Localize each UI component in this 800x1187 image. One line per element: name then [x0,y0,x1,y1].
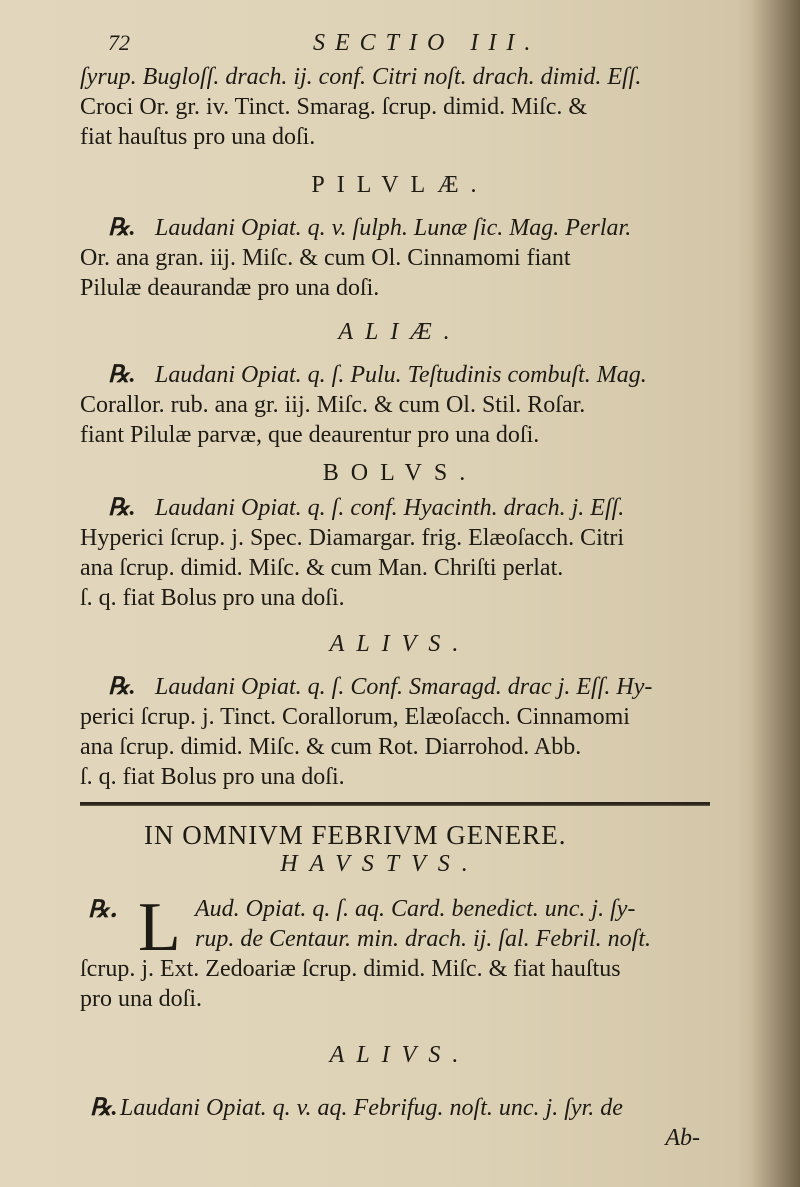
text-line [80,1093,720,1123]
text-line-content: Laudani Opiat. q. v. aq. Febrifug. noſt. unc. j. ſyr. de [120,1095,623,1121]
heading-aliae: ALIÆ. [338,319,462,345]
text-line: ana ſcrup. dimid. Miſc. & cum Rot. Diarrohod. Abb. [80,734,582,760]
section-title-febrium: IN OMNIVM FEBRIVM GENERE. [144,820,567,850]
text-line: perici ſcrup. j. Tinct. Corallorum, Elæoſacch. Cinnamomi [80,704,630,730]
heading-pilulae: PILVLÆ. [311,172,489,198]
recipe-alius [80,672,720,792]
recipe-haustus [80,889,720,966]
heading-bolus: BOLVS. [322,460,478,486]
recipe-symbol: ℞. [108,215,136,241]
recipe-aliae [80,360,720,450]
page-gutter-shadow [752,0,800,1187]
drop-cap: L [138,889,181,966]
text-line: Aud. Opiat. q. ſ. aq. Card. benedict. unc. j. ſy- [195,896,636,922]
text-line [80,672,720,702]
text-line: ana ſcrup. dimid. Miſc. & cum Man. Chriſti perlat. [80,555,564,581]
text-line: fiat hauſtus pro una doſi. [80,124,316,150]
text-line-content: Laudani Opiat. q. v. ſulph. Lunæ ſic. Mag. Perlar. [155,215,632,241]
text-line-content: Laudani Opiat. q. ſ. Pulu. Teſtudinis combuſt. Mag. [155,362,647,388]
text-line: Pilulæ deaurandæ pro una doſi. [80,275,380,301]
running-head [80,30,720,62]
section-title: SECTIO III. [313,30,541,56]
catchword: Ab- [665,1125,700,1151]
text-line: Hyperici ſcrup. j. Spec. Diamargar. frig. Elæoſacch. Citri [80,525,625,551]
text-line [80,493,720,523]
text-line: rup. de Centaur. min. drach. ij. ſal. Febril. noſt. [195,926,651,952]
recipe-symbol: ℞. [90,1095,118,1121]
text-line: Corallor. rub. ana gr. iij. Miſc. & cum Ol. Stil. Roſar. [80,392,586,418]
recipe-symbol: ℞. [108,362,136,388]
horizontal-rule [80,802,710,806]
syrup-recipe-continuation [80,62,720,152]
heading-alius-2: ALIVS. [329,1042,471,1068]
text-line: ſ. q. fiat Bolus pro una doſi. [80,764,345,790]
heading-alius: ALIVS. [329,631,471,657]
text-line [80,360,720,390]
recipe-symbol: ℞. [108,674,136,700]
recipe-alius-2 [80,1093,720,1153]
recipe-symbol: ℞. [88,894,118,923]
text-line: pro una doſi. [80,986,202,1012]
text-line: Croci Or. gr. iv. Tinct. Smarag. ſcrup. dimid. Miſc. & [80,94,588,120]
recipe-symbol: ℞. [108,495,136,521]
text-line-content: Laudani Opiat. q. ſ. conf. Hyacinth. drach. j. Eſſ. [155,495,625,521]
text-line: fiant Pilulæ parvæ, que deaurentur pro una doſi. [80,422,540,448]
text-line [80,213,720,243]
page-text-block [80,30,720,1153]
page-number: 72 [108,30,130,55]
text-line: Or. ana gran. iij. Miſc. & cum Ol. Cinnamomi fiant [80,245,571,271]
text-line-content: Laudani Opiat. q. ſ. Conf. Smaragd. drac j. Eſſ. Hy- [155,674,653,700]
text-line: ſcrup. j. Ext. Zedoariæ ſcrup. dimid. Miſc. & fiat hauſtus [80,956,621,982]
subtitle-haustus: HAVSTVS. [280,851,480,877]
recipe-pilulae [80,213,720,303]
recipe-bolus [80,493,720,613]
text-line: ſ. q. fiat Bolus pro una doſi. [80,585,345,611]
text-line: ſyrup. Bugloſſ. drach. ij. conf. Citri noſt. drach. dimid. Eſſ. [80,64,642,90]
